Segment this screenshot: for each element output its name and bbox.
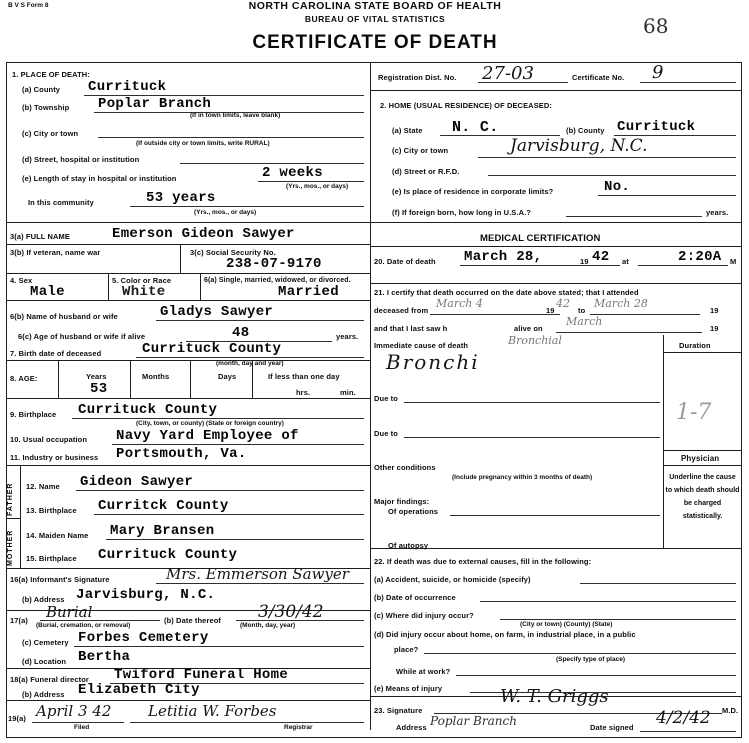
burial-label: 17(a) [10, 616, 29, 625]
spouse-age-label: 6(c) Age of husband or wife if alive [18, 332, 146, 341]
death-time-value: 2:20A [678, 249, 722, 265]
physician-label: Physician [681, 454, 720, 463]
director-value: Twiford Funeral Home [114, 667, 289, 683]
spouse-age-units: years. [336, 332, 359, 341]
home-county-label: (b) County [566, 126, 605, 135]
other-conditions-label: Other conditions [374, 463, 436, 472]
township-note: (If in town limits, leave blank) [190, 112, 281, 119]
death-year-value: 42 [592, 249, 610, 265]
certificate-no-underline [640, 82, 736, 83]
occupation-label: 10. Usual occupation [10, 435, 88, 444]
place-label: place? [394, 645, 419, 654]
home-city-value: Jarvisburg, N.C. [510, 136, 648, 156]
alive-label: alive on [514, 324, 543, 333]
burial-date-note: (Month, day, year) [240, 622, 296, 629]
death-date-label: 20. Date of death [374, 257, 436, 266]
means-of-injury-label: (e) Means of injury [374, 684, 443, 693]
due-to-label-1: Due to [374, 394, 398, 403]
immediate-cause-label: Immediate cause of death [374, 341, 469, 350]
burial-type-underline [40, 620, 160, 621]
township-value: Poplar Branch [98, 96, 212, 112]
filed-underline [32, 722, 124, 723]
cemetery-underline [74, 646, 364, 647]
registrar-signature: Letitia W. Forbes [148, 702, 277, 720]
age-cell-1 [58, 360, 59, 398]
registration-dist-label: Registration Dist. No. [378, 73, 457, 82]
street-underline [180, 163, 364, 164]
occurrence-underline [480, 601, 736, 602]
industry-value: Portsmouth, Va. [116, 446, 247, 462]
sex-cell-2 [200, 273, 201, 300]
home-corporate-label: (e) Is place of residence in corporate limits? [392, 187, 554, 196]
occupation-underline [112, 444, 364, 445]
mother-name-underline [106, 539, 364, 540]
date-signed-value: 4/2/42 [656, 708, 711, 728]
row-line-industry [6, 465, 370, 466]
other-conditions-note: (Include pregnancy within 3 months of death) [452, 474, 593, 481]
frame-bottom [6, 737, 742, 738]
informant-address-label: (b) Address [22, 595, 65, 604]
frame-right [741, 62, 742, 738]
death-year-prefix: 19 [580, 257, 589, 266]
alive-year-prefix: 19 [710, 324, 719, 333]
attended-to-label: to [578, 306, 586, 315]
sex-value: Male [30, 284, 65, 300]
attended-from-label: deceased from [374, 306, 429, 315]
page-number: 68 [643, 14, 669, 38]
duration-column [663, 335, 664, 548]
cemetery-label: (c) Cemetery [22, 638, 69, 647]
home-foreign-underline [566, 216, 702, 217]
age-cell-2 [130, 360, 131, 398]
filed-number-label: 19(a) [8, 714, 27, 723]
frame-divider-bottom [370, 222, 371, 730]
age-days-label: Days [218, 372, 237, 381]
birthplace-underline [72, 418, 364, 419]
cemetery-value: Forbes Cemetery [78, 630, 209, 646]
date-signed-label: Date signed [590, 723, 634, 732]
stay-label: (e) Length of stay in hospital or institution [22, 174, 177, 183]
age-hrs-label: hrs. [296, 388, 311, 397]
location-value: Bertha [78, 649, 131, 665]
location-label: (d) Location [22, 657, 67, 666]
marital-value: Married [278, 284, 339, 300]
duration-label: Duration [679, 341, 711, 350]
due-to-underline-2 [404, 437, 660, 438]
burial-type-note: (Burial, cremation, or removal) [36, 622, 131, 629]
operations-underline [450, 515, 660, 516]
place-note: (Specify type of place) [556, 656, 625, 663]
immediate-cause-faint: Bronchial [508, 334, 562, 347]
age-label: 8. AGE: [10, 374, 38, 383]
attended-from-year-prefix: 19 [546, 306, 555, 315]
attended-to-value: March 28 [594, 297, 648, 310]
ssn-value: 238-07-9170 [226, 256, 322, 272]
spouse-age-value: 48 [232, 325, 250, 341]
frame-top [6, 62, 742, 63]
birth-date-note: (month, day and year) [216, 360, 284, 367]
birthplace-note: (City, town, or county) (State or foreign country) [136, 420, 284, 427]
physician-note: Underline the cause to which death should be charged statistically. [665, 474, 740, 520]
due-to-underline-1 [404, 402, 660, 403]
occupation-value: Navy Yard Employee of [116, 428, 299, 444]
home-corporate-underline [598, 195, 736, 196]
community-value: 53 years [146, 190, 216, 206]
mother-name-label: 14. Maiden Name [26, 531, 89, 540]
mother-birthplace-value: Currituck County [98, 547, 238, 563]
veteran-label [10, 248, 100, 257]
birth-date-value: Currituck County [142, 341, 282, 357]
filed-date: April 3 42 [36, 702, 112, 720]
major-findings-label: Major findings: [374, 497, 430, 506]
registration-dist-value: 27-03 [482, 63, 534, 84]
last-saw-label: and that I last saw h [374, 324, 448, 333]
attended-from-underline [430, 314, 560, 315]
registrar-label: Registrar [284, 724, 313, 731]
physician-address-value: Poplar Branch [430, 714, 517, 728]
certificate-no-value: 9 [652, 62, 664, 83]
community-units: (Yrs., mos., or days) [194, 209, 257, 216]
city-underline [98, 137, 364, 138]
home-foreign-units: years. [706, 208, 729, 217]
sex-label: 4. Sex [10, 276, 33, 285]
autopsy-label: Of autopsy [388, 541, 429, 550]
attended-from-value: March 4 [436, 297, 483, 310]
age-years-value: 53 [90, 381, 108, 397]
race-value: White [122, 284, 166, 300]
burial-date-underline [236, 620, 364, 621]
county-label: (a) County [22, 85, 61, 94]
board-name: NORTH CAROLINA STATE BOARD OF HEALTH [248, 0, 502, 12]
birthplace-label: 9. Birthplace [10, 410, 57, 419]
md-label: M.D. [722, 706, 739, 715]
parents-side-split [6, 518, 20, 519]
home-street-label: (d) Street or R.F.D. [392, 167, 460, 176]
immediate-cause-value: Bronchi [386, 350, 480, 374]
registration-divider [370, 90, 742, 91]
death-at-label: at [622, 257, 629, 266]
father-birthplace-value: Curritck County [98, 498, 229, 514]
row-line-veteran [6, 273, 370, 274]
death-date-value: March 28, [464, 249, 543, 265]
section-divider-1 [6, 222, 742, 223]
while-at-work-underline [456, 675, 736, 676]
physician-signature-label: 23. Signature [374, 706, 423, 715]
birthplace-value: Currituck County [78, 402, 218, 418]
full-name-label: 3(a) FULL NAME [10, 232, 71, 241]
due-to-label-2: Due to [374, 429, 398, 438]
place-of-death-label: 1. PLACE OF DEATH: [12, 70, 90, 79]
home-county-value: Currituck [617, 119, 696, 135]
death-time-suffix: M [730, 257, 737, 266]
form-number: B V S Form 8 [8, 2, 49, 9]
father-birthplace-underline [94, 514, 364, 515]
registration-dist-underline [478, 82, 568, 83]
veteran-cell [180, 244, 181, 273]
physician-address-label: Address [396, 723, 427, 732]
race-label: 5. Color or Race [112, 276, 172, 285]
age-years-label: Years [86, 372, 107, 381]
accident-underline [580, 583, 736, 584]
alive-on-underline [556, 332, 702, 333]
external-causes-label: 22. If death was due to external causes, fill in the following: [374, 557, 592, 566]
ssn-label: 3(c) Social Security No. [190, 248, 276, 257]
township-label: (b) Township [22, 103, 70, 112]
death-date-underline [460, 265, 620, 266]
attended-to-year-prefix: 19 [710, 306, 719, 315]
certificate-no-label: Certificate No. [572, 73, 625, 82]
stay-units: (Yrs., mos., or days) [286, 183, 349, 190]
city-label: (c) City or town [22, 129, 79, 138]
bureau-name: BUREAU OF VITAL STATISTICS [304, 14, 446, 24]
duration-mark: 1-7 [676, 400, 712, 425]
age-mins-label: min. [340, 388, 356, 397]
injury-where-label: (c) Where did injury occur? [374, 611, 474, 620]
injury-where-underline [500, 619, 736, 620]
spouse-label: 6(b) Name of husband or wife [10, 312, 118, 321]
mother-birthplace-label: 15. Birthplace [26, 554, 77, 563]
home-section-label: 2. HOME (USUAL RESIDENCE) OF DECEASED: [380, 101, 553, 110]
row-line-director [6, 700, 370, 701]
filed-label: Filed [74, 724, 90, 731]
informant-sig-label: 16(a) Informant's Signature [10, 575, 110, 584]
veteran-label-text: 3(b) If veteran, name war [10, 248, 101, 257]
county-value: Currituck [88, 79, 167, 95]
street-label: (d) Street, hospital or institution [22, 155, 140, 164]
spouse-underline [156, 320, 364, 321]
physician-header-top [663, 450, 742, 451]
birth-date-label: 7. Birth date of deceased [10, 349, 102, 358]
industry-label: 11. Industry or business [10, 453, 99, 462]
father-side-label: FATHER [7, 482, 14, 516]
accident-label: (a) Accident, suicide, or homicide (specify) [374, 575, 531, 584]
registrar-underline [130, 722, 364, 723]
father-name-value: Gideon Sawyer [80, 474, 194, 490]
sex-cell-1 [108, 273, 109, 300]
physician-header-bottom [663, 465, 742, 466]
parents-side-column [20, 465, 21, 568]
medical-title: MEDICAL CERTIFICATION [480, 233, 601, 244]
death-date-line [370, 283, 742, 284]
informant-sig-underline [156, 583, 364, 584]
stay-underline [258, 181, 364, 182]
stay-value: 2 weeks [262, 165, 323, 181]
spouse-value: Gladys Sawyer [160, 304, 274, 320]
informant-signature: Mrs. Emmerson Sawyer [166, 565, 349, 583]
death-time-underline [638, 265, 728, 266]
informant-address-value: Jarvisburg, N.C. [76, 587, 216, 603]
home-state-label: (a) State [392, 126, 423, 135]
director-label: 18(a) Funeral director [10, 675, 89, 684]
certificate-title: CERTIFICATE OF DEATH [252, 32, 498, 53]
alive-on-value: March [566, 315, 603, 328]
birth-date-underline [136, 357, 364, 358]
burial-date: 3/30/42 [258, 602, 324, 622]
age-under-day-label: If less than one day [268, 372, 340, 381]
physician-signature: W. T. Griggs [500, 686, 609, 707]
row-line-name [6, 244, 370, 245]
mother-name-value: Mary Bransen [110, 523, 215, 539]
home-city-label: (c) City or town [392, 146, 449, 155]
row-line-birthdate [6, 360, 370, 361]
injury-where-note: (City or town) (County) (State) [520, 621, 613, 628]
attended-to-underline [590, 314, 700, 315]
attended-from-year: 42 [556, 297, 570, 310]
occurrence-label: (b) Date of occurrence [374, 593, 456, 602]
while-at-work-label: While at work? [396, 667, 451, 676]
community-underline [130, 206, 364, 207]
age-months-label: Months [142, 372, 170, 381]
medical-title-line [370, 246, 742, 247]
place-underline [424, 653, 736, 654]
city-note: (If outside city or town limits, write RURAL) [136, 140, 270, 147]
row-line-age [6, 398, 370, 399]
duration-header-line [663, 352, 742, 353]
frame-divider-top [370, 62, 371, 222]
father-name-underline [76, 490, 364, 491]
burial-type: Burial [46, 603, 93, 621]
marital-label: 6(a) Single, married, widowed, or divorced. [204, 277, 351, 284]
age-cell-3 [190, 360, 191, 398]
full-name-value: Emerson Gideon Sawyer [112, 226, 295, 242]
father-birthplace-label: 13. Birthplace [26, 506, 77, 515]
operations-label: Of operations [388, 507, 439, 516]
row-line-sex [6, 300, 370, 301]
date-signed-underline [640, 731, 736, 732]
director-address-value: Elizabeth City [78, 682, 200, 698]
father-name-label: 12. Name [26, 482, 60, 491]
home-street-underline [488, 175, 736, 176]
director-address-label: (b) Address [22, 690, 65, 699]
home-corporate-value: No. [604, 179, 631, 195]
frame-left [6, 62, 7, 738]
burial-date-label: (b) Date thereof [164, 616, 222, 625]
home-foreign-label: (f) If foreign born, how long in U.S.A.? [392, 208, 531, 217]
home-state-value: N. C. [452, 119, 499, 136]
injury-home-label: (d) Did injury occur about home, on farm, in industrial place, in a public [374, 630, 636, 639]
mother-side-label: MOTHER [7, 529, 14, 566]
community-label: In this community [28, 198, 94, 207]
certify-label: 21. I certify that death occurred on the date above stated; that I attended [374, 288, 639, 297]
home-city-underline [478, 157, 736, 158]
